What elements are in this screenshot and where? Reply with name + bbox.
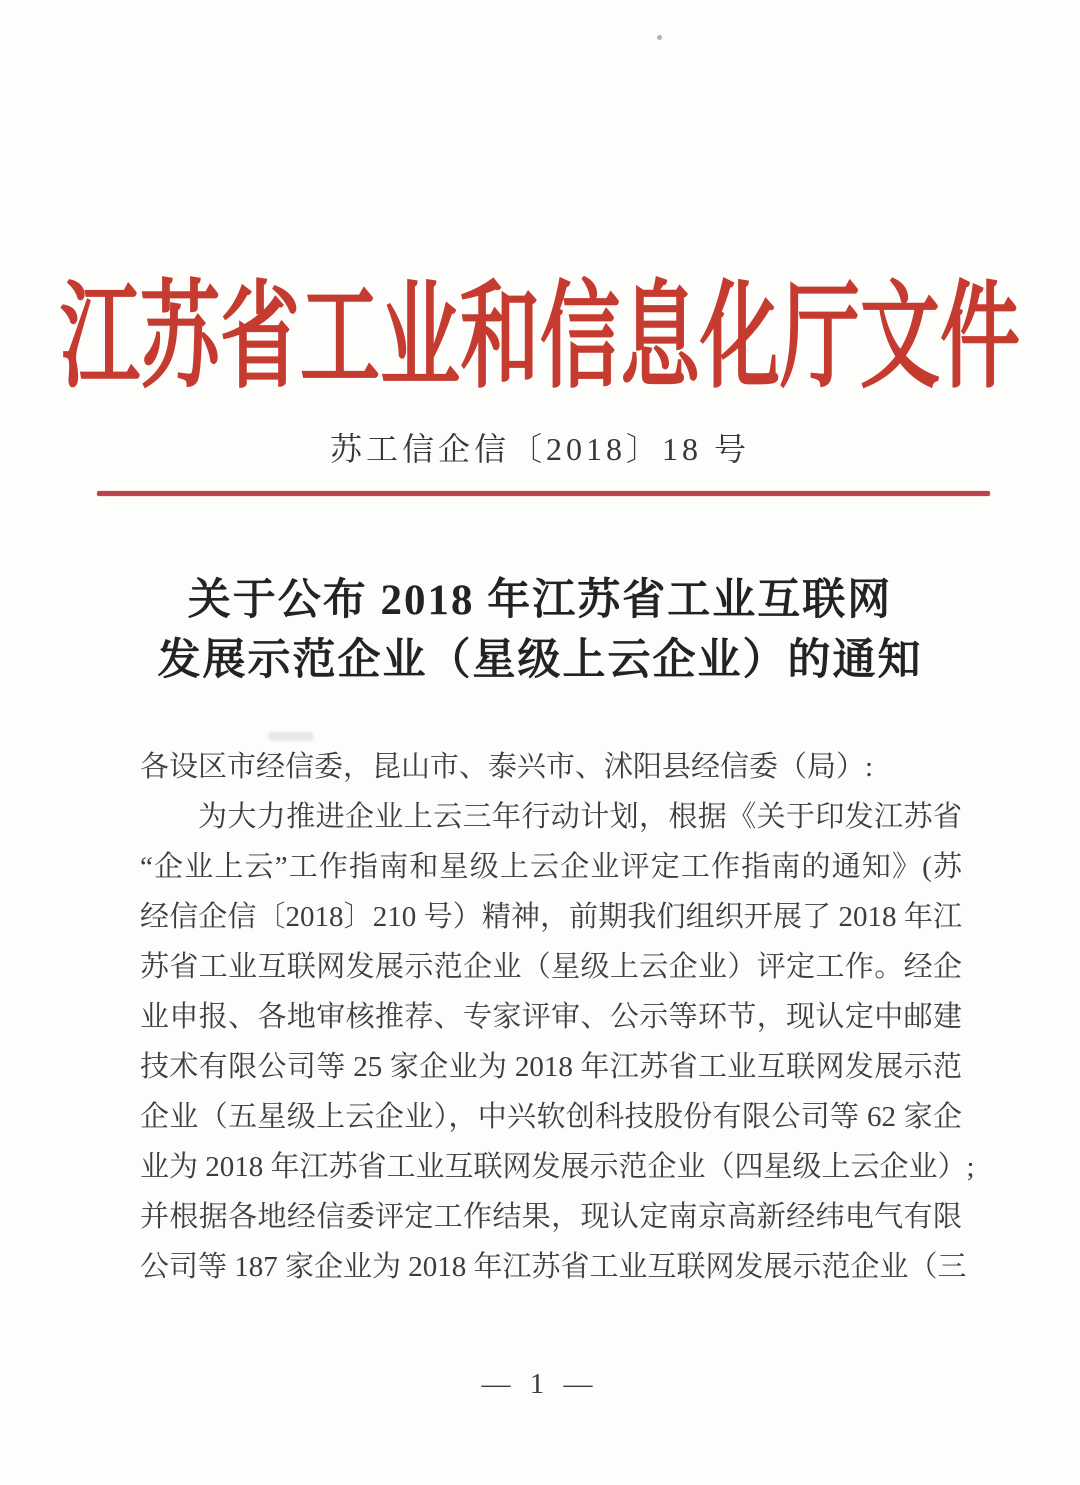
body-line: 业为 2018 年江苏省工业互联网发展示范企业（四星级上云企业）;	[140, 1151, 975, 1183]
page-number: — 1 —	[481, 1368, 599, 1400]
scan-speck	[657, 35, 662, 40]
body-line: 业申报、各地审核推荐、专家评审、公示等环节，现认定中邮建	[140, 1001, 962, 1033]
body-line: “企业上云”工作指南和星级上云企业评定工作指南的通知》(苏	[140, 851, 962, 883]
body-line: 经信企信〔2018〕210 号）精神，前期我们组织开展了 2018 年江	[140, 901, 962, 933]
document-title-line1: 关于公布 2018 年江苏省工业互联网	[187, 577, 893, 624]
document-body	[140, 742, 975, 1292]
body-line: 企业（五星级上云企业），中兴软创科技股份有限公司等 62 家企	[140, 1101, 962, 1133]
body-line: 公司等 187 家企业为 2018 年江苏省工业互联网发展示范企业（三	[140, 1251, 967, 1283]
salutation-line: 各设区市经信委，昆山市、泰兴市、沭阳县经信委（局）:	[140, 751, 874, 783]
body-line: 并根据各地经信委评定工作结果，现认定南京高新经纬电气有限	[140, 1201, 962, 1233]
letterhead-org-title: 江苏省工业和信息化厅文件	[60, 274, 1020, 403]
body-line: 为大力推进企业上云三年行动计划，根据《关于印发江苏省	[198, 801, 962, 833]
document-number: 苏工信企信〔2018〕18 号	[329, 431, 750, 467]
document-title-line2: 发展示范企业（星级上云企业）的通知	[157, 637, 923, 684]
body-line: 技术有限公司等 25 家企业为 2018 年江苏省工业互联网发展示范	[140, 1051, 962, 1083]
body-line: 苏省工业互联网发展示范企业（星级上云企业）评定工作。经企	[140, 951, 962, 983]
red-divider-line	[97, 491, 990, 496]
scan-smudge	[268, 732, 314, 741]
